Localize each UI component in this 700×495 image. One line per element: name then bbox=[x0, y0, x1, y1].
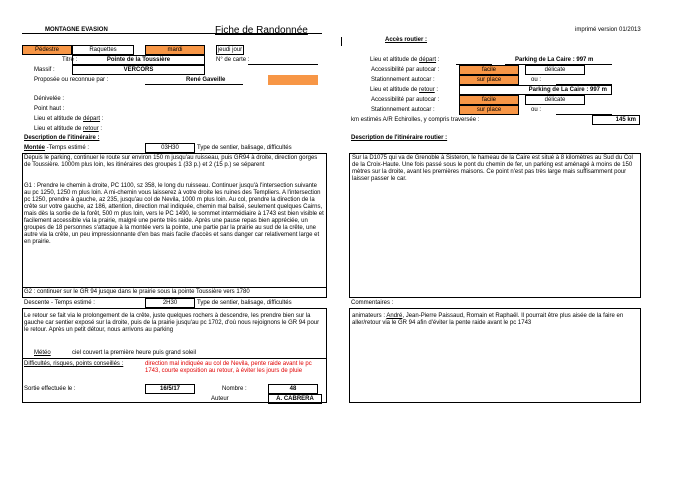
descente-label: Descente - Temps estimé : bbox=[24, 300, 95, 306]
auteur-label: Auteur bbox=[211, 396, 229, 402]
stationnement-label-2: Stationnement autocar : bbox=[371, 107, 435, 113]
itinerary-text-1: Depuis le parking, continuer le route sur environ 150 m jusqu'au ruisseau, puis GR94 à droite, direction gorges de Toussière. 1000m plus loin, les itinéraires des groupes 1 (33 p.) et 2 (15 p.) se séparent bbox=[24, 155, 318, 168]
meteo-divider bbox=[22, 358, 327, 359]
day-cell: mardi bbox=[145, 45, 205, 55]
montee-label: Montée -Temps estimé : bbox=[24, 145, 90, 151]
org-name: MONTAGNE EVASION bbox=[45, 27, 108, 33]
ou-label-1: ou : bbox=[531, 77, 542, 83]
right-lieu-depart-value: Parking de La Caire : 997 m bbox=[515, 57, 594, 63]
montee-time: 03H30 bbox=[145, 143, 195, 153]
raquettes-cell: Raquettes bbox=[72, 45, 134, 55]
ou-label-2: ou : bbox=[531, 107, 542, 113]
km-label: km estimés A/R Echirolles, y compris traversée : bbox=[351, 117, 480, 123]
lieu-retour-label: Lieu et altitude de retour : bbox=[34, 126, 103, 132]
descente-time: 2H30 bbox=[145, 298, 195, 308]
sentier-label: Type de sentier, balisage, difficultés bbox=[197, 145, 292, 151]
sortie-label: Sortie effectuée le : bbox=[24, 386, 76, 392]
meteo-value: ciel couvert la première heure puis grand soleil bbox=[72, 350, 197, 356]
retour-text: Le retour se fait via le prolongement de la crête, juste quelques rochers à descendre, les prendre bien sur la gauche car sentier exposé sur la droite, puis de la prairie jusqu'au pc 1702, d'où nous rejoignons le GR 94 pour le retour. Après un petit détour, nous arrivons au parking bbox=[24, 313, 320, 333]
sur-place-cell-2: sur place bbox=[459, 105, 519, 115]
meteo-label: Météo bbox=[34, 350, 51, 356]
denivele-label: Dénivelée : bbox=[34, 96, 65, 102]
stationnement-label-1: Stationnement autocar : bbox=[371, 77, 435, 83]
auteur-value: A. CABRERA bbox=[268, 394, 322, 404]
descente-sentier-label: Type de sentier, balisage, difficultés bbox=[197, 300, 292, 306]
delicate-cell-1: délicate bbox=[525, 65, 585, 75]
propose-line bbox=[145, 84, 243, 85]
itinerary-text-2: G1 : Prendre le chemin à droite, PC 1100, sz 358, le long du ruisseau. Continuer jusqu'à l'intersection suivante au pc 1250, 1250 m plus loin. A mi-chemin vous laisserez à votre droite les ruines des Templiers. A l'intersection pc 1250, prendre à gauche, az 235, jusqu'au col de Nevila, 1000 m plus loin. Au col, prendre la direction de la crête sur votre gauche, az 186, attention, direction mal indiquée, chemin mal balisé, seulement quelques Cairns, mais dès la sortie de la forêt, 500 m plus loin, vers le PC 1490, le sommet intermédiaire à 1743 est bien visible et facilement accessible via la prairie, malgré une pente très raide. Après une pause repas bien appréciée, un groupes de 18 personnes s'attaque à la montée vers la pointe, une partie par la prairie au sud de la crête, une autre via la crête, un peu impressionnante d'en bas mais facile d'accès et sans danger car relativement large et en prairie. bbox=[24, 183, 324, 245]
ncarte-line bbox=[248, 64, 318, 65]
pedestre-cell: Pédestre bbox=[22, 45, 72, 55]
page-title: Fiche de Randonnée bbox=[215, 25, 308, 36]
propose-value: René Gaveille bbox=[186, 77, 226, 83]
version-label: imprimé version 01/2013 bbox=[575, 27, 641, 33]
acces-heading: Accès routier : bbox=[385, 37, 428, 43]
route-text: Sur la D1075 qui va de Grenoble à Sisteron, le hameau de la Caire est situé à 8 kilomètres au Sud du Col de la Croix-Haute. Une fois passé sous le pont du chemin de fer, un parking est aménagé à moins de 150 mètres sur la droite, avant les premières maisons. Ce point n'est pas très large mais suffisamment pour laisser passer le car. bbox=[352, 155, 633, 182]
ncarte-label: N° de carte : bbox=[216, 57, 250, 63]
desc-routier-heading: Description de l'itinéraire routier : bbox=[351, 135, 448, 141]
titre-value: Pointe de la Toussière bbox=[72, 55, 205, 65]
header-tick bbox=[341, 37, 342, 46]
sortie-value: 16/5/17 bbox=[145, 384, 195, 394]
desc-itineraire-heading: Description de l'itinéraire : bbox=[24, 135, 100, 141]
propose-label: Proposée ou reconnue par : bbox=[34, 77, 109, 83]
g2-divider bbox=[22, 287, 327, 288]
point-haut-label: Point haut : bbox=[34, 106, 65, 112]
km-value: 145 km bbox=[592, 115, 640, 125]
itinerary-text-3: G2 : continuer sur le GR 94 jusque dans le prairie sous la pointe Toussière vers 1780 bbox=[24, 289, 250, 295]
delicate-cell-2: délicate bbox=[525, 95, 585, 105]
lieu-depart-label: Lieu et altitude de départ : bbox=[34, 116, 104, 122]
difficultes-label: Difficultés, risques, points conseillés : bbox=[24, 361, 124, 367]
commentaires-text: animateurs : André, Jean-Pierre Paissaud, Romain et Raphaël. Il pourrait être plus aisée de la faire en aller/retour via le GR 94 afin d'éviter la pente raide avant le pc 1743 bbox=[352, 313, 624, 326]
nombre-label: Nombre : bbox=[222, 386, 247, 392]
right-lieu-depart-label: Lieu et altitude de départ : bbox=[370, 57, 440, 63]
access-label-2: Accessibilité par autocar : bbox=[371, 97, 440, 103]
massif-label: Massif : bbox=[34, 67, 55, 73]
right-lieu-retour-label: Lieu et altitude de retour : bbox=[370, 87, 439, 93]
right-lieu-retour-value: Parking de La Caire : 997 m bbox=[459, 85, 612, 95]
difficultes-value: direction mal indiquée au col de Nevila, pente raide avant le pc 1743, courte exposition au retour, à éviter les jours de pluie bbox=[145, 361, 312, 374]
sur-place-cell-1: sur place bbox=[459, 75, 519, 85]
nombre-value: 48 bbox=[268, 384, 318, 394]
titre-label: Titre : bbox=[62, 57, 78, 63]
massif-value: VERCORS bbox=[72, 65, 205, 75]
propose-orange-box bbox=[268, 75, 318, 85]
facile-cell-1: facile bbox=[459, 65, 519, 75]
header-rule bbox=[22, 33, 322, 34]
facile-cell-2: facile bbox=[459, 95, 519, 105]
jour-cell: jeudi jour bbox=[217, 47, 243, 53]
commentaires-label: Commentaires : bbox=[351, 300, 394, 306]
access-label-1: Accessibilité par autocar : bbox=[371, 67, 440, 73]
